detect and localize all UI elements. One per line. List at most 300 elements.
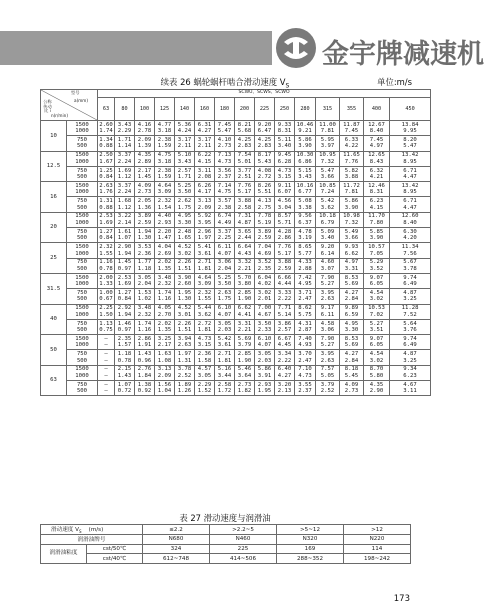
sliding-speed-cell (255, 273, 275, 288)
sliding-speed-value: 4.22 (344, 143, 359, 150)
input-speed-value: 1000 (75, 250, 89, 257)
sliding-speed-cell (155, 365, 175, 380)
sliding-speed-value: 4.77 (157, 121, 172, 128)
sliding-speed-value: 6.14 (320, 250, 335, 257)
sliding-speed-cell (295, 243, 316, 258)
sliding-speed-cell (115, 289, 135, 304)
sliding-speed-cell (215, 335, 235, 350)
table-row (41, 258, 431, 273)
sliding-speed-value: 6.04 (257, 274, 272, 281)
input-speed-cell (67, 319, 98, 334)
sliding-speed-value: 3.62 (320, 204, 335, 211)
sliding-speed-cell (195, 304, 215, 319)
input-speed-value: 750 (76, 320, 88, 327)
center-distance-63: 63 (98, 98, 115, 121)
sliding-speed-value: 2.89 (137, 158, 152, 165)
sliding-speed-value: 2.92 (117, 305, 132, 312)
sliding-speed-value: 4.08 (257, 167, 272, 174)
sliding-speed-cell (275, 166, 295, 181)
sliding-speed-value: 4.54 (369, 351, 384, 358)
sliding-speed-value: 6.47 (257, 128, 272, 135)
sliding-speed-value: 1.59 (157, 143, 172, 150)
sliding-speed-value: 3.17 (197, 136, 212, 143)
sliding-speed-value: 2.02 (157, 320, 172, 327)
input-speed-cell (67, 121, 98, 136)
sliding-speed-value: 0.75 (99, 327, 113, 333)
input-speed-value: 1500 (75, 274, 89, 281)
sliding-speed-value: 2.84 (344, 296, 359, 303)
sliding-speed-value: 7.00 (257, 305, 272, 312)
sliding-speed-value: 4.27 (344, 289, 359, 296)
sliding-speed-value: 3.30 (177, 219, 192, 226)
input-speed-value: 1000 (75, 342, 89, 349)
sliding-speed-value: 3.94 (177, 335, 192, 342)
sliding-speed-value: 5.08 (298, 198, 312, 205)
sliding-speed-value: 3.43 (117, 121, 132, 128)
sliding-speed-cell (195, 289, 215, 304)
sliding-speed-value: 4.75 (157, 152, 172, 159)
sliding-speed-cell (364, 350, 390, 365)
sliding-speed-cell (340, 182, 364, 197)
table-row (41, 212, 431, 227)
sliding-speed-value: 1.94 (117, 250, 132, 257)
sliding-speed-cell (98, 212, 115, 227)
sliding-speed-value: 1.74 (99, 128, 113, 135)
sliding-speed-value: 4.07 (257, 342, 272, 349)
input-speed-value: 1000 (75, 219, 89, 226)
sliding-speed-value: 2.24 (117, 158, 132, 165)
sliding-speed-value: 3.37 (117, 152, 132, 159)
speed-unit: (m/s) (88, 527, 104, 533)
sliding-speed-value: 1.43 (117, 372, 132, 379)
sliding-speed-cell (115, 243, 135, 258)
sliding-speed-value: 4.95 (177, 213, 192, 220)
sliding-speed-cell (175, 319, 195, 334)
brand-name: 金宇牌减速机 (322, 39, 484, 70)
sliding-speed-value: 6.86 (298, 158, 312, 165)
sliding-speed-value: 2.24 (117, 189, 132, 196)
speed-range-label-text: 滑动速度 V (51, 527, 79, 533)
sliding-speed-value: 5.10 (177, 152, 192, 159)
sliding-speed-value: 5.85 (369, 228, 384, 235)
speed-label: n(r/min) (51, 113, 68, 118)
sliding-speed-value: 7.24 (320, 189, 335, 196)
sliding-speed-value: 6.11 (217, 244, 232, 251)
input-speed-cell (67, 182, 98, 197)
sliding-speed-value: 4.20 (403, 235, 417, 242)
sliding-speed-value: 1.74 (137, 320, 152, 327)
table-row (41, 335, 431, 350)
sliding-speed-value: 5.69 (237, 335, 252, 342)
sliding-speed-cell (255, 121, 275, 136)
sliding-speed-value: 2.50 (99, 152, 113, 159)
sliding-speed-value: 3.07 (320, 265, 335, 272)
sliding-speed-value: 2.29 (197, 381, 212, 388)
sliding-speed-value: 1.53 (137, 289, 152, 296)
sliding-speed-value: 3.15 (277, 174, 292, 181)
sliding-speed-value: 7.76 (277, 244, 292, 251)
sliding-speed-value: 3.05 (197, 372, 212, 379)
sliding-speed-value: 3.31 (344, 265, 359, 272)
input-speed-value: 500 (76, 204, 88, 211)
sliding-speed-value: 3.57 (217, 198, 232, 205)
sliding-speed-value: 4.64 (197, 274, 212, 281)
sliding-speed-value: 2.88 (298, 265, 312, 272)
sliding-speed-cell (215, 151, 235, 166)
sliding-speed-cell (340, 350, 364, 365)
sliding-speed-cell (295, 136, 316, 151)
input-speed-value: 1000 (75, 158, 89, 165)
sliding-speed-cell (98, 182, 115, 197)
sliding-speed-cell (215, 304, 235, 319)
sliding-speed-value: 3.97 (320, 143, 335, 150)
sliding-speed-value: 2.83 (237, 143, 252, 150)
sliding-speed-value: 6.64 (237, 244, 252, 251)
sliding-speed-cell (115, 350, 135, 365)
sliding-speed-value: 3.40 (320, 235, 335, 242)
sliding-speed-value: 4.57 (197, 366, 212, 373)
sliding-speed-cell (295, 273, 316, 288)
sliding-speed-cell (215, 258, 235, 273)
sliding-speed-cell (175, 197, 195, 212)
input-speed-value: 1000 (75, 189, 89, 196)
sliding-speed-value: 2.90 (369, 388, 384, 395)
sliding-speed-value: 1.76 (99, 189, 113, 196)
sliding-speed-value: 3.52 (257, 259, 272, 266)
sliding-speed-cell (195, 166, 215, 181)
sliding-speed-value: 1.75 (217, 296, 232, 303)
table-row (41, 289, 431, 304)
sliding-speed-value: 8.17 (257, 152, 272, 159)
sliding-speed-cell (275, 258, 295, 273)
sliding-speed-cell (135, 304, 155, 319)
sliding-speed-value: 3.22 (117, 213, 132, 220)
sliding-speed-value: 7.32 (320, 158, 335, 165)
sliding-speed-value: 5.16 (217, 366, 232, 373)
sliding-speed-value: 3.18 (157, 158, 172, 165)
sliding-speed-value: — (104, 351, 108, 358)
sliding-speed-value: 1.46 (117, 320, 132, 327)
sliding-speed-cell (340, 136, 364, 151)
sliding-speed-value: 3.52 (369, 265, 384, 272)
sliding-speed-value: 9.21 (298, 128, 312, 135)
table-row (41, 121, 431, 136)
sliding-speed-value: 1.25 (99, 167, 113, 174)
sliding-speed-value: 1.16 (99, 259, 113, 266)
sliding-speed-value: 6.28 (277, 158, 292, 165)
sliding-speed-value: 8.65 (298, 244, 312, 251)
sliding-speed-cell (295, 228, 316, 243)
sliding-speed-cell (340, 243, 364, 258)
sliding-speed-value: 1.71 (117, 136, 132, 143)
sliding-speed-cell (390, 335, 431, 350)
sliding-speed-value: 10.95 (319, 152, 336, 159)
sliding-speed-value: 3.34 (277, 351, 292, 358)
sliding-speed-value: 6.11 (320, 311, 335, 318)
sliding-speed-value: 5.75 (298, 311, 312, 318)
sliding-speed-value: 5.27 (320, 342, 335, 349)
input-speed-cell (67, 166, 98, 181)
sliding-speed-value: 3.77 (237, 167, 252, 174)
sliding-speed-value: 7.81 (344, 189, 359, 196)
input-speed-value: 750 (76, 136, 88, 143)
sliding-speed-value: 8.20 (403, 136, 417, 143)
sliding-speed-cell (340, 166, 364, 181)
sliding-speed-value: 1.34 (99, 136, 113, 143)
sliding-speed-value: 8.18 (344, 366, 359, 373)
sliding-speed-value: 5.51 (257, 189, 272, 196)
sliding-speed-value: 1.81 (217, 357, 232, 364)
sliding-speed-value: 2.09 (197, 204, 212, 211)
speed-range-cell: ≤2.2 (143, 525, 210, 535)
sliding-speed-value: 2.21 (237, 327, 252, 333)
sliding-speed-value: 11.28 (401, 305, 419, 312)
sliding-speed-value: 1.77 (137, 259, 152, 266)
sliding-speed-value: 4.93 (298, 342, 312, 349)
sliding-speed-value: 2.53 (99, 213, 113, 220)
sliding-speed-value: 5.05 (320, 372, 335, 379)
center-distance-180: 180 (215, 98, 235, 121)
sliding-speed-cell (295, 166, 316, 181)
sliding-speed-value: 4.52 (177, 305, 192, 312)
sliding-speed-value: 2.13 (277, 388, 292, 395)
sliding-speed-cell (235, 151, 255, 166)
sliding-speed-value: 6.62 (344, 250, 359, 257)
sliding-speed-value: 4.35 (137, 152, 152, 159)
sliding-speed-value: 4.33 (298, 259, 312, 266)
sliding-speed-cell (175, 381, 195, 396)
sliding-speed-value: 1.13 (99, 320, 113, 327)
sliding-speed-value: 2.32 (137, 311, 152, 318)
sliding-speed-value: 5.46 (237, 366, 252, 373)
sliding-speed-cell (275, 319, 295, 334)
sliding-speed-value: 10.46 (296, 121, 314, 128)
sliding-speed-value: 2.93 (157, 219, 172, 226)
input-speed-value: 750 (76, 351, 88, 358)
sliding-speed-value: 1.91 (137, 342, 152, 349)
sliding-speed-value: 5.86 (257, 366, 272, 373)
sliding-speed-value: 3.44 (217, 372, 232, 379)
sliding-speed-value: 3.06 (320, 327, 335, 333)
sliding-speed-value: 3.37 (117, 182, 132, 189)
sliding-speed-value: 1.75 (177, 204, 192, 211)
speed-range-cell: >5~12 (277, 525, 344, 535)
ratio-cell: 16 (41, 182, 67, 213)
sliding-speed-cell (316, 289, 340, 304)
sliding-speed-value: 3.88 (277, 259, 292, 266)
sliding-speed-value: 4.07 (217, 250, 232, 257)
input-speed-value: 1000 (75, 128, 89, 135)
sliding-speed-value: 5.27 (320, 281, 335, 288)
sliding-speed-cell (155, 319, 175, 334)
sliding-speed-value: 6.05 (369, 281, 384, 288)
sliding-speed-value: 6.49 (403, 281, 417, 288)
sliding-speed-cell (275, 350, 295, 365)
sliding-speed-value: 2.75 (257, 204, 272, 211)
sliding-speed-cell (195, 258, 215, 273)
sliding-speed-value: 5.27 (369, 320, 384, 327)
sliding-speed-value: 1.08 (157, 357, 172, 364)
sliding-speed-value: 5.47 (217, 128, 232, 135)
input-speed-cell (67, 304, 98, 319)
sliding-speed-value: — (104, 335, 108, 342)
sliding-speed-value: 0.97 (117, 327, 132, 333)
sliding-speed-value: 10.30 (296, 152, 314, 159)
sliding-speed-value: 2.38 (217, 204, 232, 211)
input-speed-value: 1500 (75, 152, 89, 159)
sliding-speed-cell (316, 151, 340, 166)
sliding-speed-cell (235, 136, 255, 151)
sliding-speed-value: 9.20 (257, 121, 272, 128)
sliding-speed-value: 1.74 (157, 289, 172, 296)
sliding-speed-cell (115, 166, 135, 181)
sliding-speed-value: 1.47 (157, 235, 172, 242)
sliding-speed-value: 4.41 (237, 311, 252, 318)
sliding-speed-value: 2.72 (197, 320, 212, 327)
sliding-speed-value: 6.23 (403, 372, 417, 379)
sliding-speed-value: 2.58 (237, 204, 252, 211)
sliding-speed-value: 8.26 (257, 182, 272, 189)
sliding-speed-cell (115, 304, 135, 319)
sliding-speed-value: 4.10 (217, 136, 232, 143)
sliding-speed-cell (275, 381, 295, 396)
sliding-speed-cell (275, 335, 295, 350)
sliding-speed-value: 3.79 (320, 381, 335, 388)
sliding-speed-value: 1.45 (117, 259, 132, 266)
cst40-label: cst/40℃ (87, 554, 143, 564)
input-speed-cell (67, 365, 98, 380)
sliding-speed-value: 7.76 (344, 158, 359, 165)
sliding-speed-value: 2.70 (157, 311, 172, 318)
sliding-speed-cell (235, 304, 255, 319)
sliding-speed-value: 5.25 (217, 274, 232, 281)
sliding-speed-cell (195, 121, 215, 136)
center-distance-315: 315 (316, 98, 340, 121)
sliding-speed-cell (175, 273, 195, 288)
sliding-speed-cell (115, 335, 135, 350)
sliding-speed-cell (316, 335, 340, 350)
sliding-speed-value: 5.01 (237, 158, 252, 165)
input-speed-value: 500 (76, 174, 88, 181)
sliding-speed-value: 4.27 (277, 372, 292, 379)
sliding-speed-cell (295, 335, 316, 350)
sliding-speed-cell (364, 151, 390, 166)
table-row (41, 228, 431, 243)
sliding-speed-value: 2.11 (177, 143, 192, 150)
sliding-speed-value: 2.60 (99, 121, 113, 128)
sliding-speed-value: 2.71 (217, 351, 232, 358)
input-speed-value: 750 (76, 381, 88, 388)
sliding-speed-cell (195, 350, 215, 365)
sliding-speed-cell (175, 258, 195, 273)
sliding-speed-value: 3.53 (137, 244, 152, 251)
sliding-speed-value: 3.51 (369, 327, 384, 333)
sliding-speed-cell (275, 151, 295, 166)
sliding-speed-cell (316, 365, 340, 380)
sliding-speed-value: 4.25 (257, 136, 272, 143)
sliding-speed-value: 7.10 (298, 366, 312, 373)
ratio-cell: 40 (41, 304, 67, 335)
sliding-speed-cell (316, 182, 340, 197)
sliding-speed-value: 1.16 (157, 296, 172, 303)
sliding-speed-cell (235, 166, 255, 181)
ratio-cell: 50 (41, 335, 67, 366)
sliding-speed-value: 7.76 (237, 182, 252, 189)
sliding-speed-value: 6.66 (277, 274, 292, 281)
sliding-speed-cell (275, 365, 295, 380)
input-speed-cell (67, 350, 98, 365)
sliding-speed-value: 2.03 (257, 357, 272, 364)
ratio-cell: 63 (41, 365, 67, 396)
sliding-speed-cell (175, 228, 195, 243)
input-speed-value: 1500 (75, 366, 89, 373)
sliding-speed-cell (135, 197, 155, 212)
sliding-speed-cell (215, 243, 235, 258)
header-bar (0, 31, 272, 65)
sliding-speed-value: 7.57 (320, 366, 335, 373)
sliding-speed-cell (390, 258, 431, 273)
sliding-speed-value: 11.72 (343, 182, 360, 189)
sliding-speed-cell (235, 212, 255, 227)
sliding-speed-value: 1.38 (137, 381, 152, 388)
sliding-speed-cell (115, 182, 135, 197)
sliding-speed-value: 7.56 (403, 250, 417, 257)
sliding-speed-value: 1.36 (137, 204, 152, 211)
sliding-speed-value: 1.02 (137, 296, 152, 303)
sliding-speed-value: — (104, 366, 108, 373)
sliding-speed-cell (135, 121, 155, 136)
sliding-speed-value: 7.31 (237, 213, 252, 220)
sliding-speed-value: 3.50 (217, 281, 232, 288)
sliding-speed-value: 1.12 (117, 204, 132, 211)
center-distance-400: 400 (364, 98, 390, 121)
sliding-speed-value: 2.03 (217, 327, 232, 333)
input-speed-cell (67, 212, 98, 227)
sliding-speed-cell (295, 197, 316, 212)
sliding-speed-value: 4.04 (157, 244, 172, 251)
sliding-speed-value: 4.15 (369, 204, 384, 211)
sliding-speed-cell (255, 289, 275, 304)
sliding-speed-value: 0.96 (137, 357, 152, 364)
sliding-speed-value: 13.84 (401, 121, 419, 128)
sliding-speed-value: 4.28 (277, 228, 292, 235)
viscosity-40-cell: 198~242 (344, 554, 411, 564)
sliding-speed-value: 2.63 (320, 357, 335, 364)
sliding-speed-value: 1.31 (177, 357, 192, 364)
sliding-speed-value: 5.44 (197, 305, 212, 312)
sliding-speed-value: 2.86 (277, 235, 292, 242)
sliding-speed-cell (316, 243, 340, 258)
sliding-speed-value: 1.35 (157, 265, 172, 272)
sliding-speed-value: 6.05 (369, 342, 384, 349)
sliding-speed-value: 1.52 (197, 388, 212, 395)
sliding-speed-value: 8.31 (369, 189, 384, 196)
sliding-speed-value: 6.62 (237, 305, 252, 312)
sliding-speed-cell (135, 136, 155, 151)
sliding-speed-cell (195, 381, 215, 396)
center-distance-125: 125 (155, 98, 175, 121)
table-row (41, 381, 431, 396)
sliding-speed-value: 3.65 (237, 228, 252, 235)
sliding-speed-cell (195, 212, 215, 227)
sliding-speed-value: 4.52 (177, 244, 192, 251)
sliding-speed-value: 0.72 (117, 388, 132, 395)
sliding-speed-cell (255, 258, 275, 273)
sliding-speed-cell (255, 136, 275, 151)
sliding-speed-cell (364, 136, 390, 151)
sliding-speed-value: 4.43 (237, 250, 252, 257)
speed-range-label-sub: S (78, 529, 82, 535)
